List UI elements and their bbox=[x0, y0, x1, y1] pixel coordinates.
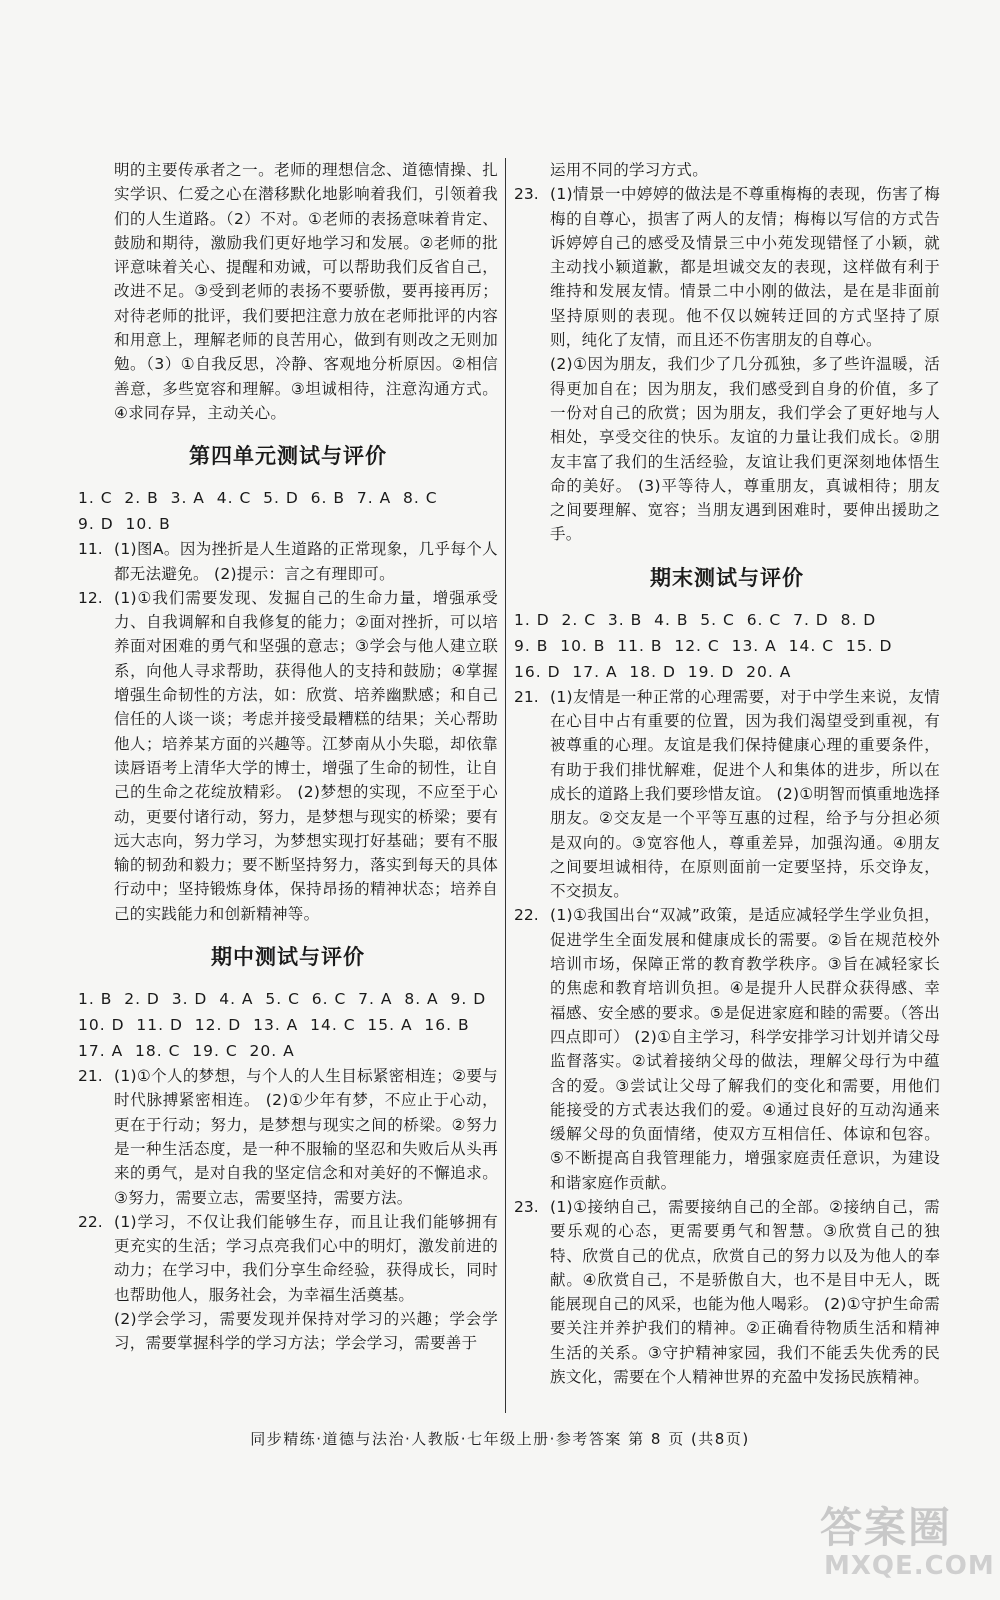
mc-answer-line: 9. D 10. B bbox=[78, 515, 171, 534]
watermark-logo-text: 答案圈 bbox=[820, 1503, 953, 1552]
item-number: 22. bbox=[514, 906, 539, 925]
page-footer: 同步精练·道德与法治·人教版·七年级上册·参考答案 第 8 页 (共8页) bbox=[250, 1430, 750, 1448]
item-number: 12. bbox=[78, 588, 103, 607]
item-text: (1)友情是一种正常的心理需要，对于中学生来说，友情在心目中占有重要的位置，因为我们渴望受到重视，有被尊重的心理。友谊是我们保持健康心理的重要条件，有助于我们排忧解难，促进个人和集体的进步，所以在成长的道路上我们要珍惜友谊。 (2)①明智而慎重地选择朋友。②交友是一个平等互惠的过程，给予与分担必须是双向的。③宽容他人，尊重差异，加强沟通。④朋友之间要坦诚相待，在原则面前一定要坚持，乐交诤友，不交损友。 bbox=[550, 687, 940, 901]
item-number: 23. bbox=[514, 1197, 539, 1216]
mc-answer-line: 10. D 11. D 12. D 13. A 14. C 15. A 16. B bbox=[78, 1016, 470, 1035]
item-number: 21. bbox=[514, 687, 539, 706]
answer-item bbox=[78, 586, 498, 926]
answer-item bbox=[514, 903, 940, 1195]
midterm-heading: 期中测试与评价 bbox=[211, 945, 365, 970]
mc-answer-line: 16. D 17. A 18. D 19. D 20. A bbox=[514, 662, 792, 681]
right-intro-paragraph: 运用不同的学习方式。 bbox=[550, 161, 709, 179]
answer-item bbox=[78, 1064, 498, 1210]
column-divider bbox=[505, 158, 506, 1413]
answer-item bbox=[514, 685, 940, 904]
mc-answer-line: 1. C 2. B 3. A 4. C 5. D 6. B 7. A 8. C bbox=[78, 489, 438, 508]
left-intro-paragraph: 明的主要传承者之一。老师的理想信念、道德情操、扎实学识、仁爱之心在潜移默化地影响着我们，引领着我们的人生道路。（2）不对。①老师的表扬意味着肯定、鼓励和期待，激励我们更好地学习和发展。②老师的批评意味着关心、提醒和劝诫，可以帮助我们反省自己，改进不足。③受到老师的表扬不要骄傲，要再接再厉；对待老师的批评，我们要把注意力放在老师批评的内容和用意上，理解老师的良苦用心，做到有则改之无则加勉。（3）①自我反思，冷静、客观地分析原因。②相信善意，多些宽容和理解。③坦诚相待，注意沟通方式。④求同存异，主动关心。 bbox=[114, 161, 498, 422]
answer-item bbox=[514, 1195, 940, 1389]
site-watermark bbox=[820, 1495, 995, 1595]
mc-answer-line: 9. B 10. B 11. B 12. C 13. A 14. C 15. D bbox=[514, 636, 893, 655]
mc-answer-line: 17. A 18. C 19. C 20. A bbox=[78, 1042, 295, 1061]
answer-item bbox=[78, 1210, 498, 1356]
watermark-url-text: MXQE.COM bbox=[824, 1551, 995, 1581]
item-number: 22. bbox=[78, 1212, 103, 1231]
final-heading: 期末测试与评价 bbox=[650, 565, 804, 590]
item-text: (1)①接纳自己，需要接纳自己的全部。②接纳自己，需要乐观的心态，更需要勇气和智慧。③欣赏自己的独特、欣赏自己的优点，欣赏自己的努力以及为他人的奉献。④欣赏自己，不是骄傲自大，也不是目中无人，既能展现自己的风采，也能为他人喝彩。 (2)①守护生命需要关注并养护我们的精神。②正确看待物质生活和精神生活的关系。③守护精神家园，我们不能丢失优秀的民族文化，需要在个人精神世界的充盈中发扬民族精神。 bbox=[550, 1197, 940, 1387]
item-text: (1)①个人的梦想，与个人的人生目标紧密相连；②要与时代脉搏紧密相连。 (2)①少年有梦，不应止于心动，更在于行动；努力，是梦想与现实之间的桥梁。②努力是一种生活态度，是一种不服输的坚忍和失败后从头再来的勇气，是对自我的坚定信念和对美好的不懈追求。③努力，需要立志，需要坚持，需要方法。 bbox=[114, 1067, 498, 1207]
left-column bbox=[78, 158, 498, 1356]
item-number: 23. bbox=[514, 185, 539, 204]
item-text: (1)情景一中婷婷的做法是不尊重梅梅的表现，伤害了梅梅的自尊心，损害了两人的友情；梅梅以写信的方式告诉婷婷自己的感受及情景三中小苑发现错怪了小颖，就主动找小颖道歉，都是坦诚交友的表现，这样做有利于维持和发展友情。情景二中小刚的做法，是在是非面前坚持原则的表现。他不仅以婉转迂回的方式坚持了原则，纯化了友情，而且还不伤害朋友的自尊心。 (2)①因为朋友，我们少了几分孤独，多了些许温暖，活得更加自在；因为朋友，我们感受到自身的价值，多了一份对自己的欣赏；因为朋友，我们学会了更好地与人相处，享受交往的快乐。友谊的力量让我们成长。②朋友丰富了我们的生活经验，友谊让我们更深刻地体悟生命的美好。 (3)平等待人，尊重朋友，真诚相待；朋友之间要理解、宽容；当朋友遇到困难时，要伸出援助之手。 bbox=[550, 185, 940, 544]
item-text: (1)图A。因为挫折是人生道路的正常现象，几乎每个人都无法避免。 (2)提示：言之有理即可。 bbox=[114, 540, 498, 583]
answer-item bbox=[514, 182, 940, 546]
item-text: (1)学习，不仅让我们能够生存，而且让我们能够拥有更充实的生活；学习点亮我们心中的明灯，激发前进的动力；在学习中，我们分享生命经验，获得成长，同时也帮助他人，服务社会，为幸福生活奠基。 (2)学会学习，需要发现并保持对学习的兴趣；学会学习，需要掌握科学的学习方法；学会学习，需要善于 bbox=[114, 1212, 498, 1353]
answer-item bbox=[78, 537, 498, 586]
item-number: 11. bbox=[78, 540, 103, 559]
item-number: 21. bbox=[78, 1067, 103, 1086]
right-column bbox=[514, 158, 940, 1389]
item-text: (1)①我国出台“双减”政策，是适应减轻学生学业负担，促进学生全面发展和健康成长的需要。②旨在规范校外培训市场，保障正常的教育教学秩序。③旨在减轻家长的焦虑和教育培训负担。④是提升人民群众获得感、幸福感、安全感的要求。⑤是促进家庭和睦的需要。（答出四点即可） (2)①自主学习，科学安排学习计划并请父母监督落实。②试着接纳父母的做法，理解父母行为中蕴含的爱。③尝试让父母了解我们的变化和需要，用他们能接受的方式表达我们的爱。④通过良好的互动沟通来缓解父母的负面情绪，使双方互相信任、体谅和包容。⑤不断提高自我管理能力，增强家庭责任意识，为建设和谐家庭作贡献。 bbox=[550, 906, 940, 1192]
mc-answer-line: 1. D 2. C 3. B 4. B 5. C 6. C 7. D 8. D bbox=[514, 610, 877, 629]
unit4-heading: 第四单元测试与评价 bbox=[189, 444, 387, 469]
mc-answer-line: 1. B 2. D 3. D 4. A 5. C 6. C 7. A 8. A 9. D bbox=[78, 990, 487, 1009]
item-text: (1)①我们需要发现、发掘自己的生命力量，增强承受力、自我调解和自我修复的能力；②面对挫折，可以培养面对困难的勇气和坚强的意志；③学会与他人建立联系，向他人寻求帮助，获得他人的支持和鼓励；④掌握增强生命韧性的方法，如：欣赏、培养幽默感；和自己信任的人谈一谈；考虑并接受最糟糕的结果；关心帮助他人；培养某方面的兴趣等。江梦南从小失聪，却依靠读唇语考上清华大学的博士，增强了生命的韧性，让自己的生命之花绽放精彩。 (2)梦想的实现，不应至于心动，更要付诸行动，努力，是梦想与现实的桥梁；要有远大志向，努力学习，为梦想实现打好基础；要有不服输的韧劲和毅力；要不断坚持努力，落实到每天的具体行动中；坚持锻炼身体，保持昂扬的精神状态；培养自己的实践能力和创新精神等。 bbox=[114, 588, 498, 923]
